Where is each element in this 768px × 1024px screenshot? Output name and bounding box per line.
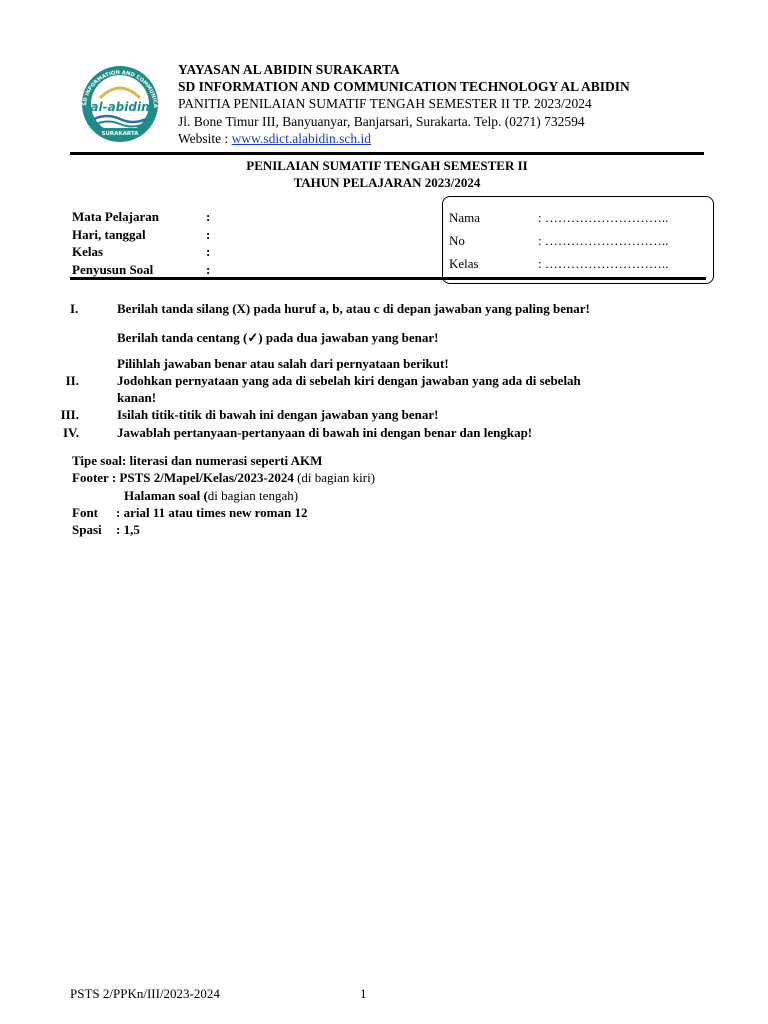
note-footer-normal: (di bagian kiri) [293,470,376,485]
section-iii-text: Isilah titik-titik di bawah ini dengan jawaban yang benar! [117,407,439,422]
author-colon: : [206,262,211,277]
class-label: Kelas [72,244,104,259]
exam-year: TAHUN PELAJARAN 2023/2024 [293,175,481,190]
website-line [178,130,371,147]
logo-city: SURAKARTA [101,131,139,137]
section-iv-text: Jawablah pertanyaan-pertanyaan di bawah ini dengan benar dan lengkap! [117,425,533,440]
section-ii-text: Jodohkan pernyataan yang ada di sebelah kiri dengan jawaban yang ada di sebelah [117,373,581,388]
letterhead-divider [70,152,704,155]
footer-code: PSTS 2/PPKn/III/2023-2024 [70,986,220,1001]
date-colon: : [206,227,211,242]
footer-page-number: 1 [360,986,367,1001]
section-i-text-2: Berilah tanda centang (✓) pada dua jawaban yang benar! [117,330,439,345]
note-page-bold: Halaman soal ( [124,488,208,503]
foundation-name: YAYASAN AL ABIDIN SURAKARTA [178,62,400,77]
section-ii-text-cont: kanan! [117,390,157,405]
note-question-type: Tipe soal: literasi dan numerasi seperti AKM [72,453,323,468]
date-label: Hari, tanggal [72,227,146,242]
logo-name: al-abidin [90,100,150,114]
section-i-text-3: Pilihlah jawaban benar atau salah dari pernyataan berikut! [117,356,449,371]
student-number-field[interactable]: : ……………………….. [538,233,669,248]
student-class-field[interactable]: : ……………………….. [538,256,669,271]
subject-colon: : [206,209,211,224]
exam-title: PENILAIAN SUMATIF TENGAH SEMESTER II [246,158,528,173]
note-page [124,487,298,504]
note-footer-bold: Footer : PSTS 2/Mapel/Kelas/2023-2024 [72,470,294,485]
section-iii-number: III. [60,407,79,422]
author-label: Penyusun Soal [72,262,154,277]
student-number-label: No [449,233,465,248]
student-class-label: Kelas [449,256,479,271]
note-spacing-label: Spasi [72,522,102,537]
section-i-number: I. [70,301,79,316]
committee-name: PANITIA PENILAIAN SUMATIF TENGAH SEMESTER II TP. 2023/2024 [178,96,592,111]
student-name-field[interactable]: : ……………………….. [538,210,669,225]
class-colon: : [206,244,211,259]
note-footer [72,469,375,486]
section-ii-number: II. [65,373,79,388]
section-iv-number: IV. [62,425,79,440]
school-logo [72,64,168,144]
note-page-normal: di bagian tengah) [207,488,299,503]
section-i-text: Berilah tanda silang (X) pada huruf a, b, atau c di depan jawaban yang paling benar! [117,301,590,316]
student-name-label: Nama [449,210,481,225]
website-label: Website : [178,131,232,146]
note-spacing-value: : 1,5 [116,522,140,537]
website-link[interactable]: www.sdict.alabidin.sch.id [231,131,372,146]
logo-ring-text: SD INFORMATION AND COMMUNICA [82,69,159,108]
subject-label: Mata Pelajaran [72,209,160,224]
note-font-value: : arial 11 atau times new roman 12 [116,505,308,520]
school-address: Jl. Bone Timur III, Banyuanyar, Banjarsari, Surakarta. Telp. (0271) 732594 [178,114,585,129]
school-name: SD INFORMATION AND COMMUNICATION TECHNOLOGY AL ABIDIN [178,79,630,94]
note-font-label: Font [72,505,98,520]
